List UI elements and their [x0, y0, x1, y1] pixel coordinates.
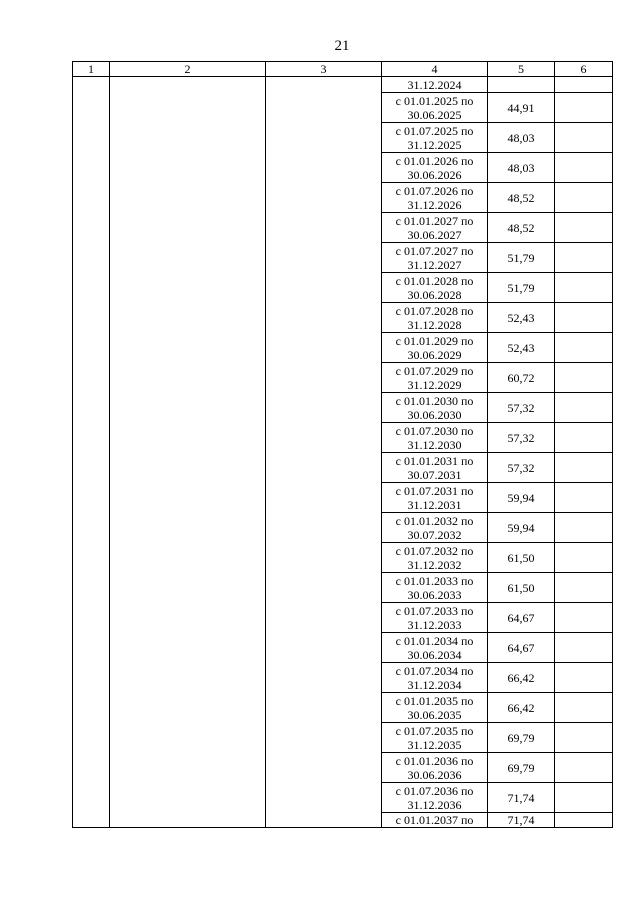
period-cell: с 01.07.2025 по 31.12.2025	[382, 123, 488, 153]
period-cell: 31.12.2024	[382, 77, 488, 93]
column-6-cell	[555, 273, 613, 303]
column-6-cell	[555, 483, 613, 513]
value-cell: 44,91	[488, 93, 555, 123]
value-cell: 66,42	[488, 663, 555, 693]
column-6-cell	[555, 243, 613, 273]
column-6-cell	[555, 573, 613, 603]
column-2-cell	[110, 77, 266, 828]
value-cell	[488, 77, 555, 93]
period-cell: с 01.01.2033 по 30.06.2033	[382, 573, 488, 603]
column-6-cell	[555, 543, 613, 573]
header-cell: 2	[110, 62, 266, 77]
period-cell: с 01.01.2031 по 30.07.2031	[382, 453, 488, 483]
period-cell: с 01.01.2036 по 30.06.2036	[382, 753, 488, 783]
value-cell: 71,74	[488, 813, 555, 828]
value-cell: 48,52	[488, 213, 555, 243]
column-6-cell	[555, 753, 613, 783]
period-cell: с 01.07.2035 по 31.12.2035	[382, 723, 488, 753]
value-cell: 59,94	[488, 513, 555, 543]
header-cell: 3	[266, 62, 382, 77]
value-cell: 48,03	[488, 153, 555, 183]
period-cell: с 01.07.2032 по 31.12.2032	[382, 543, 488, 573]
page-number: 21	[334, 38, 350, 54]
column-6-cell	[555, 213, 613, 243]
value-cell: 57,32	[488, 393, 555, 423]
column-6-cell	[555, 513, 613, 543]
period-cell: с 01.07.2033 по 31.12.2033	[382, 603, 488, 633]
column-6-cell	[555, 333, 613, 363]
value-cell: 57,32	[488, 423, 555, 453]
period-cell: с 01.01.2029 по 30.06.2029	[382, 333, 488, 363]
value-cell: 71,74	[488, 783, 555, 813]
column-6-cell	[555, 123, 613, 153]
column-6-cell	[555, 93, 613, 123]
header-cell: 1	[73, 62, 110, 77]
column-6-cell	[555, 363, 613, 393]
column-6-cell	[555, 423, 613, 453]
column-6-cell	[555, 603, 613, 633]
data-table	[72, 61, 613, 828]
column-6-cell	[555, 453, 613, 483]
header-cell: 6	[555, 62, 613, 77]
value-cell: 69,79	[488, 723, 555, 753]
period-cell: с 01.01.2037 по	[382, 813, 488, 828]
column-6-cell	[555, 77, 613, 93]
value-cell: 51,79	[488, 243, 555, 273]
value-cell: 51,79	[488, 273, 555, 303]
value-cell: 48,52	[488, 183, 555, 213]
value-cell: 64,67	[488, 633, 555, 663]
column-3-cell	[266, 77, 382, 828]
column-1-cell	[73, 77, 110, 828]
value-cell: 52,43	[488, 333, 555, 363]
value-cell: 57,32	[488, 453, 555, 483]
period-cell: с 01.07.2028 по 31.12.2028	[382, 303, 488, 333]
period-cell: с 01.01.2035 по 30.06.2035	[382, 693, 488, 723]
value-cell: 64,67	[488, 603, 555, 633]
value-cell: 66,42	[488, 693, 555, 723]
column-6-cell	[555, 693, 613, 723]
value-cell: 61,50	[488, 543, 555, 573]
column-6-cell	[555, 183, 613, 213]
period-cell: с 01.01.2027 по 30.06.2027	[382, 213, 488, 243]
period-cell: с 01.01.2025 по 30.06.2025	[382, 93, 488, 123]
period-cell: с 01.07.2034 по 31.12.2034	[382, 663, 488, 693]
value-cell: 52,43	[488, 303, 555, 333]
period-cell: с 01.07.2036 по 31.12.2036	[382, 783, 488, 813]
column-6-cell	[555, 303, 613, 333]
period-cell: с 01.01.2034 по 30.06.2034	[382, 633, 488, 663]
column-6-cell	[555, 813, 613, 828]
column-6-cell	[555, 633, 613, 663]
period-cell: с 01.01.2030 по 30.06.2030	[382, 393, 488, 423]
value-cell: 69,79	[488, 753, 555, 783]
period-cell: с 01.07.2027 по 31.12.2027	[382, 243, 488, 273]
value-cell: 60,72	[488, 363, 555, 393]
value-cell: 48,03	[488, 123, 555, 153]
period-cell: с 01.01.2026 по 30.06.2026	[382, 153, 488, 183]
header-cell: 5	[488, 62, 555, 77]
period-cell: с 01.07.2026 по 31.12.2026	[382, 183, 488, 213]
period-cell: с 01.01.2028 по 30.06.2028	[382, 273, 488, 303]
header-cell: 4	[382, 62, 488, 77]
column-6-cell	[555, 153, 613, 183]
column-6-cell	[555, 393, 613, 423]
period-cell: с 01.01.2032 по 30.07.2032	[382, 513, 488, 543]
value-cell: 59,94	[488, 483, 555, 513]
period-cell: с 01.07.2029 по 31.12.2029	[382, 363, 488, 393]
column-6-cell	[555, 783, 613, 813]
column-6-cell	[555, 723, 613, 753]
table-row	[73, 77, 613, 93]
table-header-row	[73, 62, 613, 77]
period-cell: с 01.07.2030 по 31.12.2030	[382, 423, 488, 453]
value-cell: 61,50	[488, 573, 555, 603]
column-6-cell	[555, 663, 613, 693]
period-cell: с 01.07.2031 по 31.12.2031	[382, 483, 488, 513]
